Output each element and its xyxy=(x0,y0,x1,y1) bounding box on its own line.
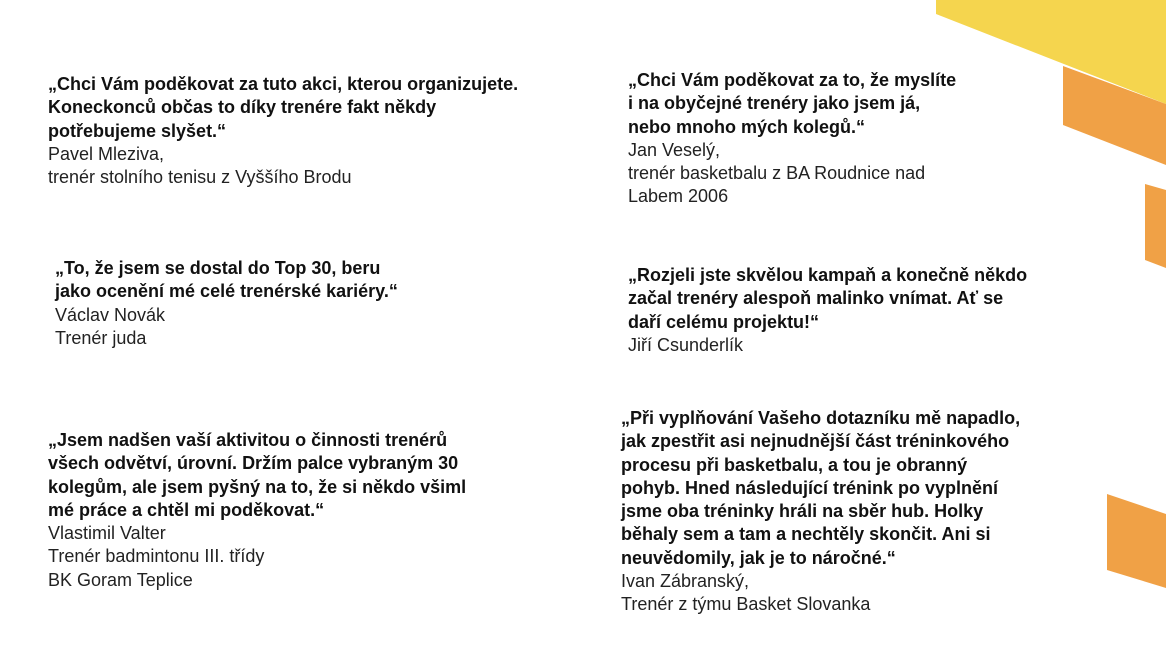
orange-band-shape-middle xyxy=(1145,184,1166,268)
testimonial-pavel-mleziva xyxy=(48,73,518,189)
yellow-corner-shape xyxy=(936,0,1166,104)
testimonial-jan-vesely xyxy=(628,69,956,209)
testimonial-quote: „Chci Vám poděkovat za to, že myslíte i na obyčejné trenéry jako jsem já, nebo mnoho mých kolegů.“ xyxy=(628,70,957,137)
testimonial-jiri-csunderlik xyxy=(628,264,1027,357)
testimonial-quote: „Při vyplňování Vašeho dotazníku mě napadlo, jak zpestřit asi nejnudnější část tréninkového procesu při basketbalu, a tou je obranný pohyb. Hned následující trénink po vyplnění jsme oba tréninky hráli na sběr hub. Holky běhaly sem a tam a nechtěly skončit. Ani si neuvědomily, jak je to náročné.“ xyxy=(621,408,1021,568)
testimonial-quote: „Chci Vám poděkovat za tuto akci, kterou organizujete. Koneckonců občas to díky trenére fakt někdy potřebujeme slyšet.“ xyxy=(48,74,519,141)
testimonial-author: Ivan Zábranský, xyxy=(621,571,750,592)
testimonial-ivan-zabransky xyxy=(621,407,1020,617)
testimonial-role: Trenér z týmu Basket Slovanka xyxy=(621,594,871,615)
testimonial-author: Vlastimil Valter xyxy=(48,523,166,544)
testimonial-role: trenér basketbalu z BA Roudnice nad Labem 2006 xyxy=(628,163,926,207)
orange-band-shape-bottom xyxy=(1107,494,1166,588)
testimonial-role: Trenér juda xyxy=(55,327,147,348)
testimonial-quote: „To, že jsem se dostal do Top 30, beru jako ocenění mé celé trenérské kariéry.“ xyxy=(55,258,398,302)
testimonial-author: Jiří Csunderlík xyxy=(628,334,744,355)
testimonial-author: Jan Veselý, xyxy=(628,139,721,160)
testimonial-vaclav-novak xyxy=(55,257,398,350)
testimonial-vlastimil-valter xyxy=(48,429,466,592)
testimonial-author: Václav Novák xyxy=(55,304,166,325)
testimonial-role: Trenér badmintonu III. třídy BK Goram Teplice xyxy=(48,546,265,590)
testimonial-quote: „Jsem nadšen vaší aktivitou o činnosti trenérů všech odvětví, úrovní. Držím palce vybraným 30 kolegům, ale jsem pyšný na to, že si někdo všiml mé práce a chtěl mi poděkovat.“ xyxy=(48,430,467,520)
testimonial-quote: „Rozjeli jste skvělou kampaň a konečně někdo začal trenéry alespoň malinko vnímat. Ať se daří celému projektu!“ xyxy=(628,265,1028,332)
testimonial-role: trenér stolního tenisu z Vyššího Brodu xyxy=(48,167,352,188)
testimonial-author: Pavel Mleziva, xyxy=(48,143,165,164)
